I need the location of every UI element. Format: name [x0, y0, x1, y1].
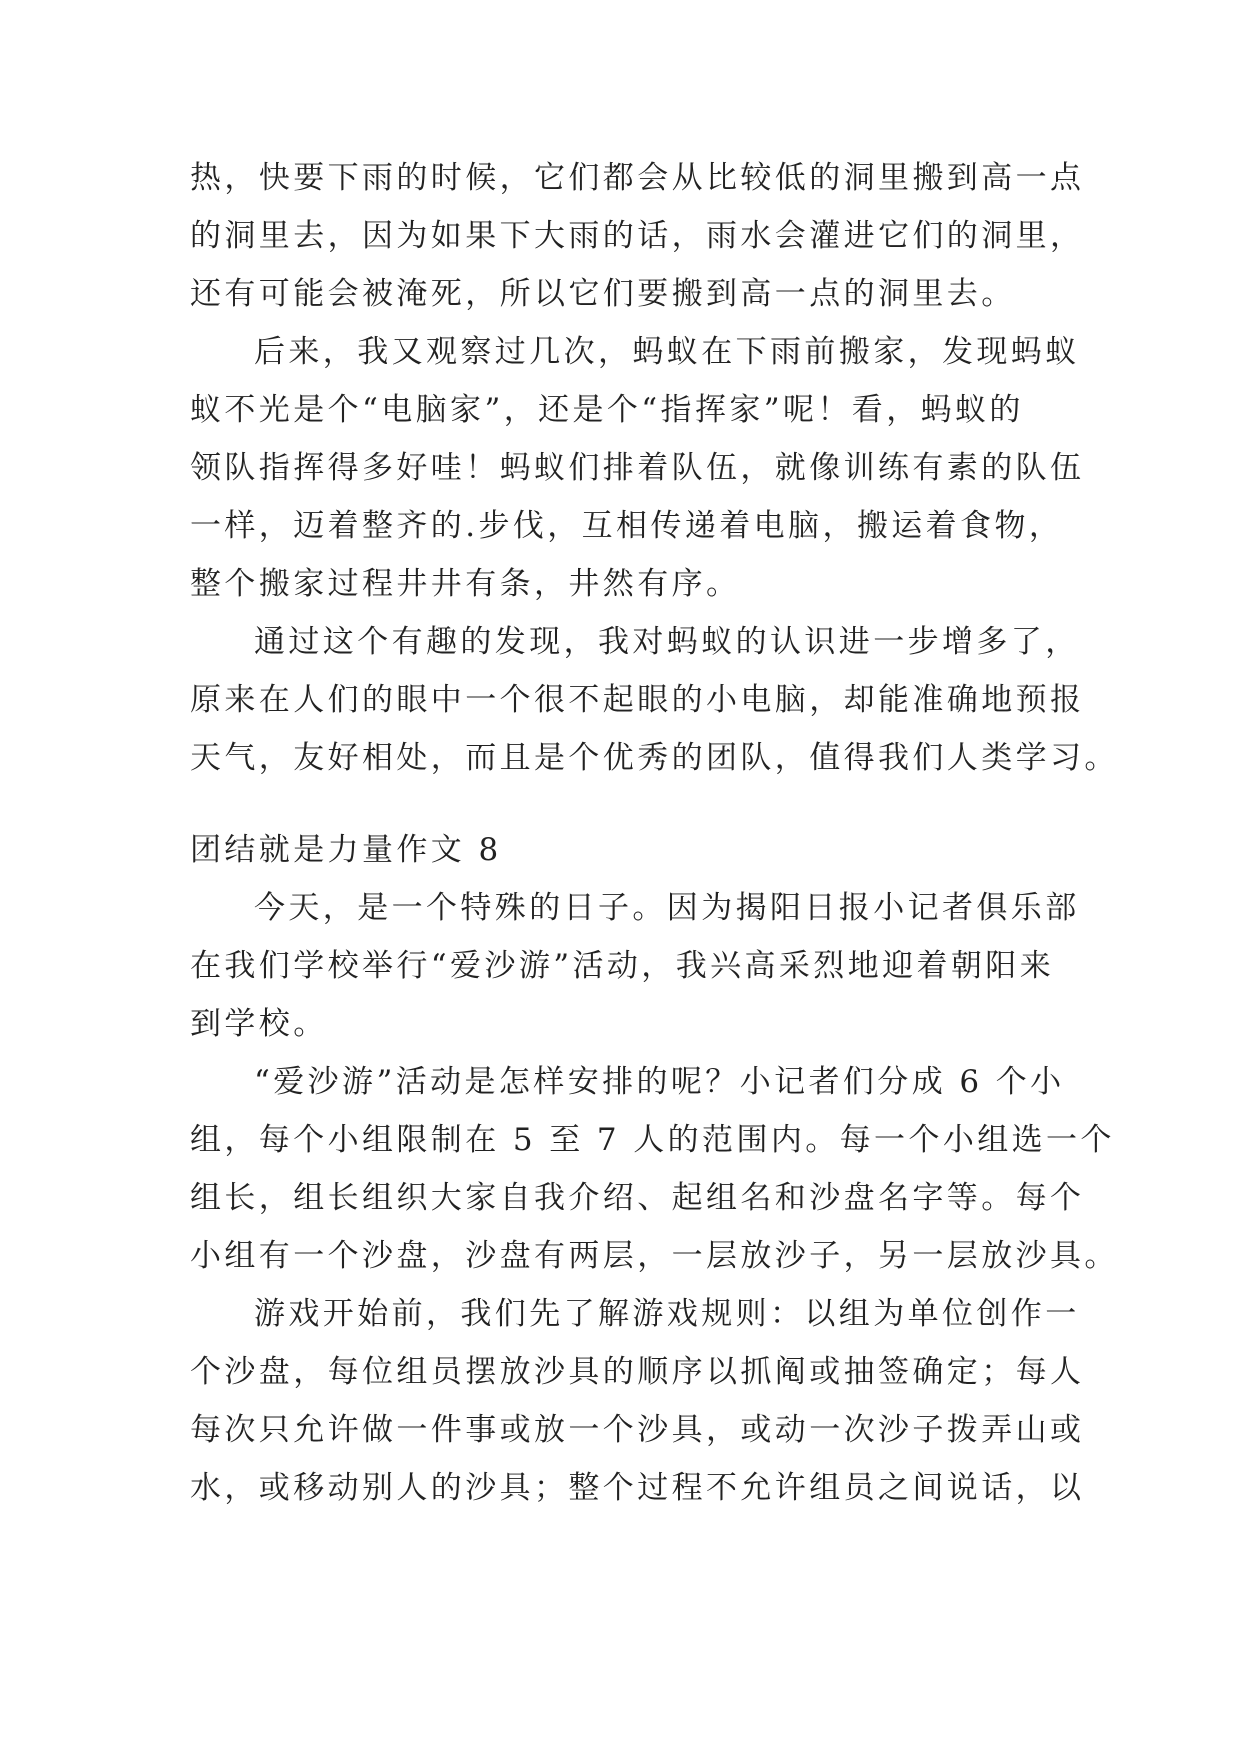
text-line: 领队指挥得多好哇！蚂蚁们排着队伍，就像训练有素的队伍 [190, 450, 1085, 486]
paragraph-first-line: 通过这个有趣的发现，我对蚂蚁的认识进一步增多了， [254, 624, 1080, 660]
text-line: 组长，组长组织大家自我介绍、起组名和沙盘名字等。每个 [190, 1180, 1085, 1216]
text-line: 的洞里去，因为如果下大雨的话，雨水会灌进它们的洞里， [190, 218, 1085, 254]
text-line: 每次只允许做一件事或放一个沙具，或动一次沙子拨弄山或 [190, 1412, 1085, 1448]
paragraph-first-line: 游戏开始前，我们先了解游戏规则：以组为单位创作一 [254, 1296, 1080, 1332]
paragraph-first-line: 今天，是一个特殊的日子。因为揭阳日报小记者俱乐部 [254, 890, 1080, 926]
text-line: 个沙盘，每位组员摆放沙具的顺序以抓阄或抽签确定；每人 [190, 1354, 1085, 1390]
text-line: 一样，迈着整齐的.步伐，互相传递着电脑，搬运着食物， [190, 508, 1064, 544]
text-line: 到学校。 [190, 1006, 328, 1042]
text-line: 蚁不光是个“电脑家”，还是个“指挥家”呢！看，蚂蚁的 [190, 392, 1024, 428]
text-line: 原来在人们的眼中一个很不起眼的小电脑，却能准确地预报 [190, 682, 1085, 718]
text-line: 在我们学校举行“爱沙游”活动，我兴高采烈地迎着朝阳来 [190, 948, 1055, 984]
text-line: 水，或移动别人的沙具；整个过程不允许组员之间说话，以 [190, 1470, 1085, 1506]
text-line: 热，快要下雨的时候，它们都会从比较低的洞里搬到高一点 [190, 160, 1085, 196]
text-line: 还有可能会被淹死，所以它们要搬到高一点的洞里去。 [190, 276, 1016, 312]
text-line: 组，每个小组限制在 5 至 7 人的范围内。每一个小组选一个 [190, 1122, 1115, 1158]
text-line: 小组有一个沙盘，沙盘有两层，一层放沙子，另一层放沙具。 [190, 1238, 1119, 1274]
section-heading: 团结就是力量作文 8 [190, 832, 502, 868]
text-line: 天气，友好相处，而且是个优秀的团队，值得我们人类学习。 [190, 740, 1119, 776]
text-line: 整个搬家过程井井有条，井然有序。 [190, 566, 741, 602]
paragraph-first-line: “爱沙游”活动是怎样安排的呢？小记者们分成 6 个小 [254, 1064, 1065, 1100]
paragraph-first-line: 后来，我又观察过几次，蚂蚁在下雨前搬家，发现蚂蚁 [254, 334, 1080, 370]
